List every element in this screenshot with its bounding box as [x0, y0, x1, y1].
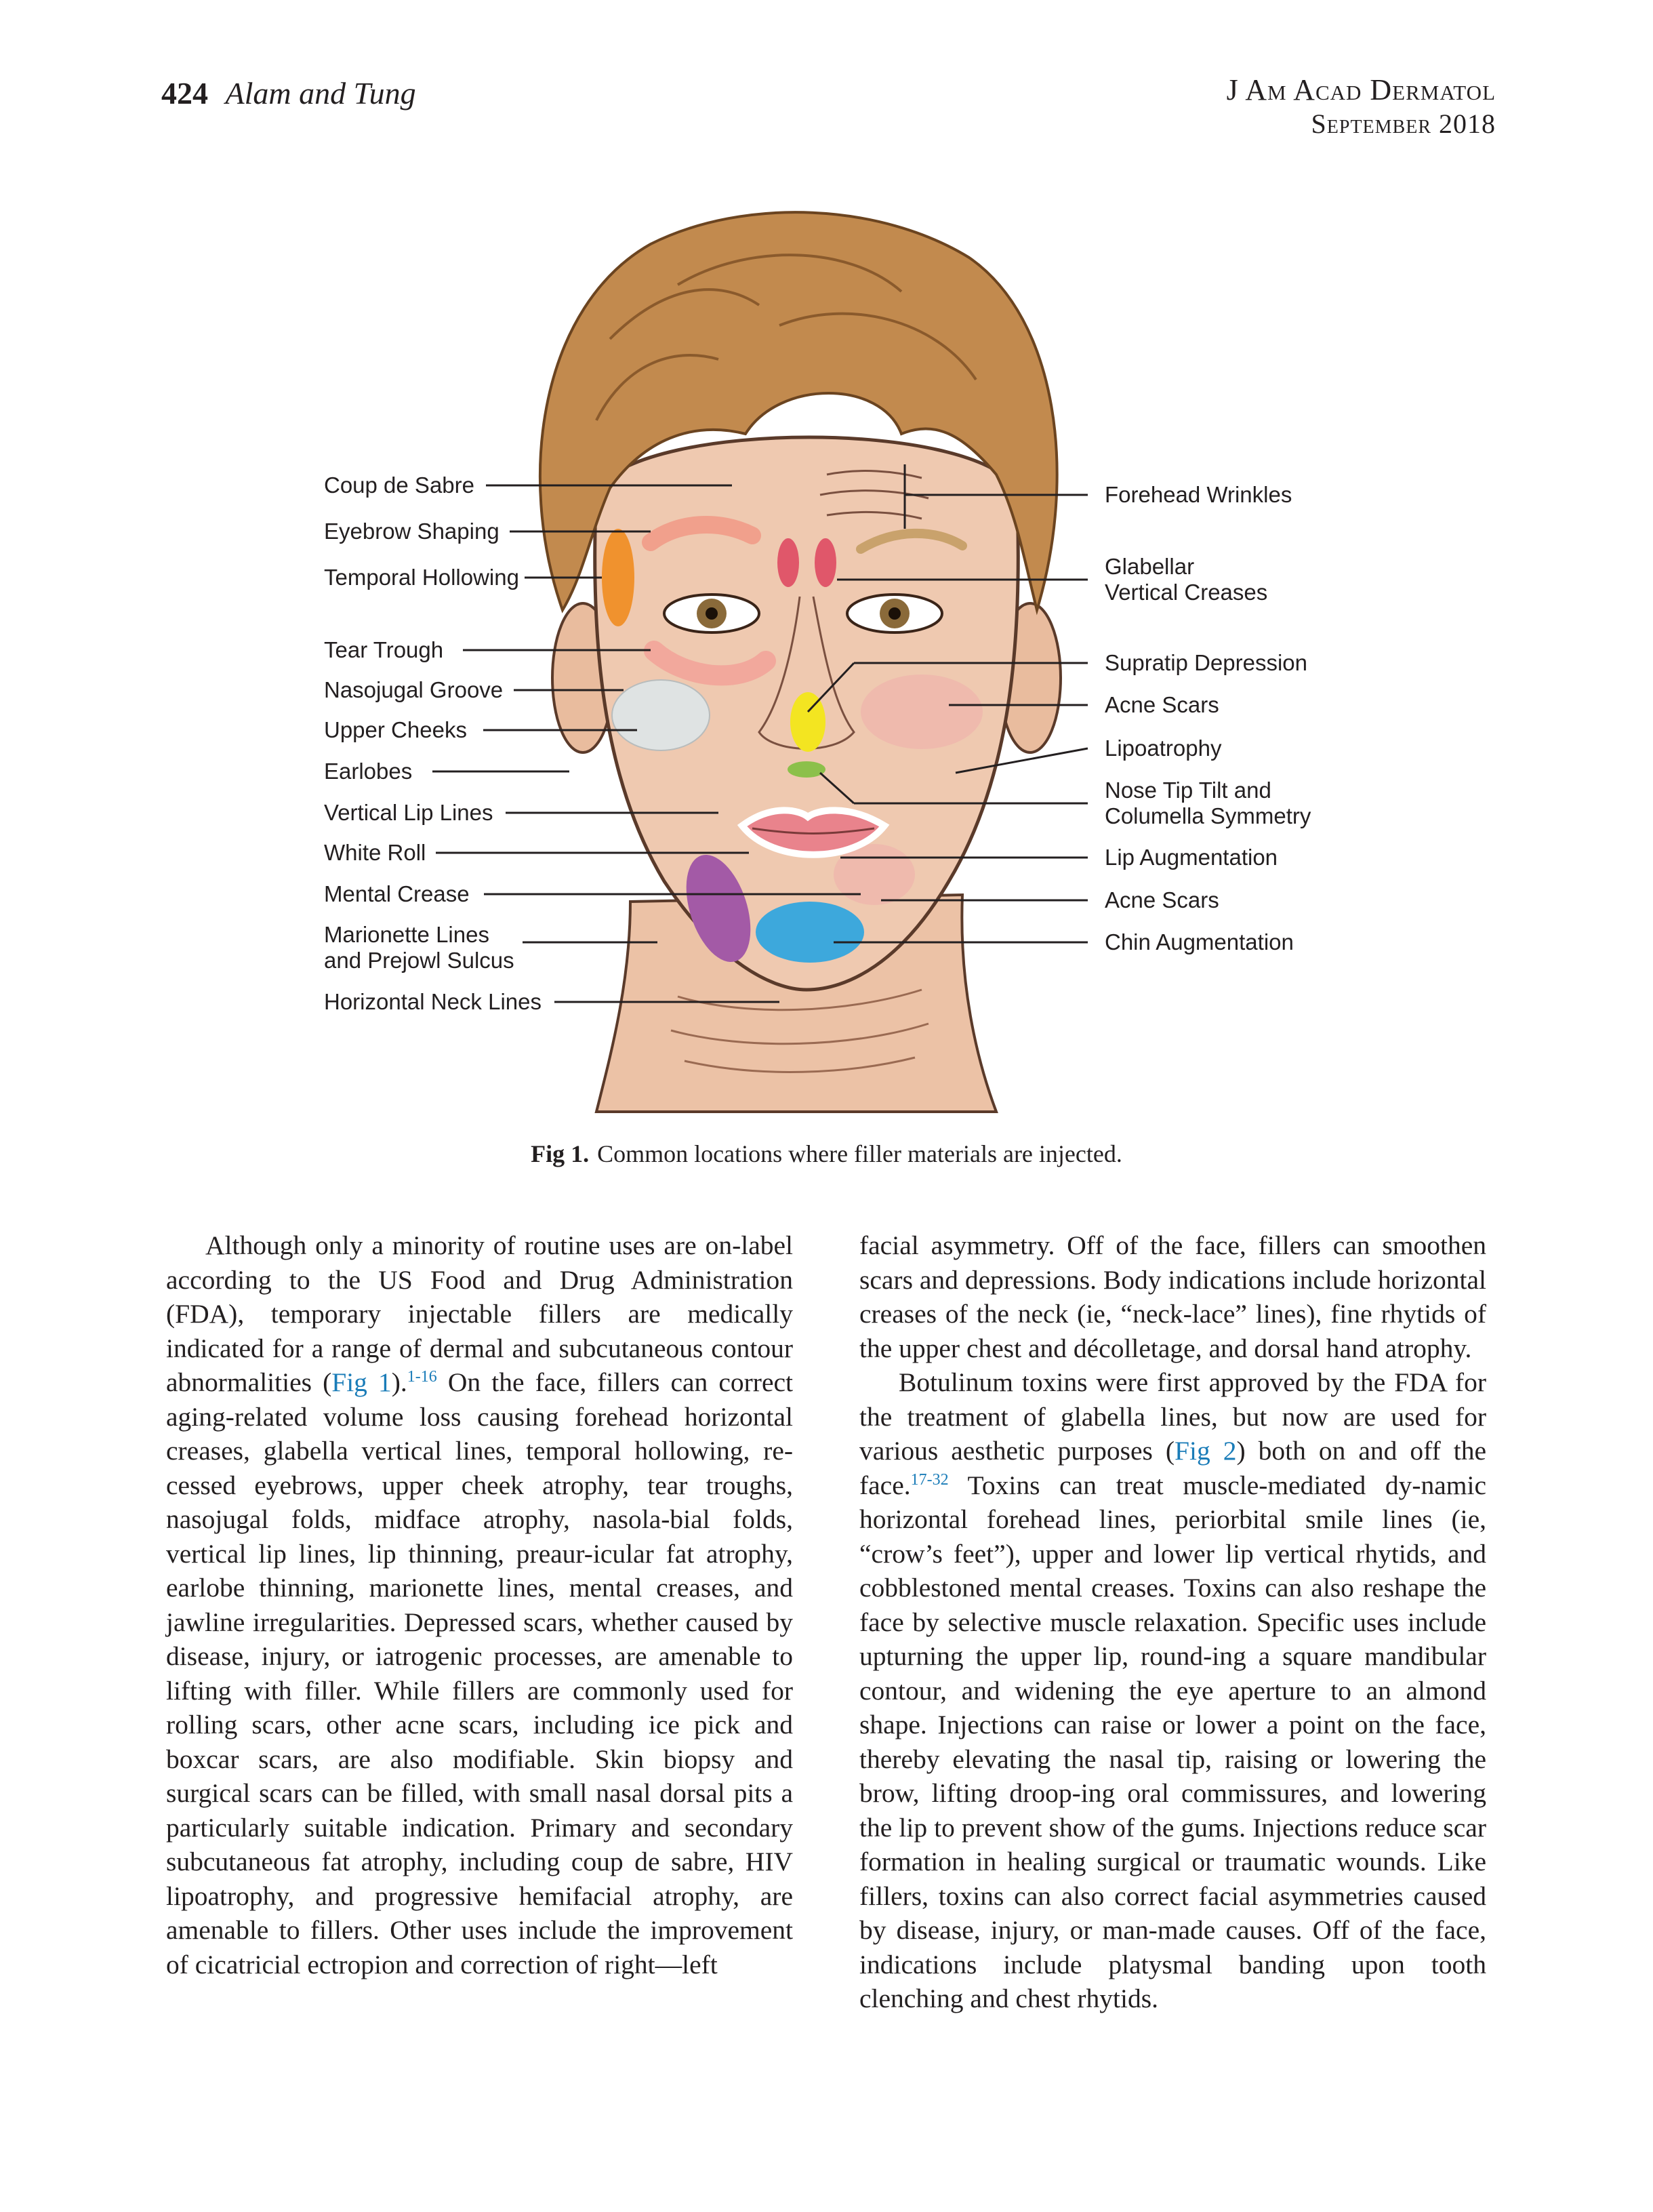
label-vertical-lip-lines: Vertical Lip Lines: [324, 800, 493, 825]
paragraph: [166, 1228, 793, 1982]
page-number: 424: [161, 76, 208, 110]
label-glabellar: Glabellar: [1105, 554, 1195, 579]
label-chin-augmentation: Chin Augmentation: [1105, 929, 1294, 954]
text-span: Although only a minority of routine uses are on-label according to the US Food and Drug Administration (FDA), temporary injectable fillers are medically indicated for a range of dermal and subcutaneous contour abnormalities (: [166, 1230, 793, 1397]
label-lipoatrophy: Lipoatrophy: [1105, 736, 1222, 761]
text-span: On the face, fillers can correct aging-related volume loss causing forehead horizontal creases, glabella vertical lines, temporal hollowing, re-cessed eyebrows, upper cheek atrophy, tear troughs, nasojugal folds, midface atrophy, nasola-bial folds, vertical lip lines, lip thinning, preaur-icular fat atrophy, earlobe thinning, marionette lines, mental creases, and jawline irregularities. Depressed scars, whether caused by disease, injury, or iatrogenic processes, are amenable to lifting with filler. While fillers are commonly used for rolling scars, other acne scars, including ice pick and boxcar scars, are also modifiable. Skin biopsy and surgical scars can be filled, with small nasal dorsal pits a particularly suitable indication. Primary and secondary subcutaneous fat atrophy, including coup de sabre, HIV lipoatrophy, and progressive hemifacial atrophy, are amenable to fillers. Other uses include the improvement of cicatricial ectropion and correction of right—left: [166, 1367, 793, 1979]
label-temporal-hollowing: Temporal Hollowing: [324, 565, 519, 590]
journal-name: J Am Acad Dermatol: [1226, 73, 1496, 106]
label-mental-crease: Mental Crease: [324, 881, 470, 906]
label-coup-de-sabre: Coup de Sabre: [324, 472, 474, 498]
running-authors: Alam and Tung: [225, 76, 416, 110]
label-white-roll: White Roll: [324, 840, 426, 865]
chin-marker: [756, 902, 864, 963]
citation-17-32[interactable]: 17-32: [910, 1470, 949, 1489]
text-span: ).: [391, 1367, 407, 1397]
label-prejowl-sulcus: and Prejowl Sulcus: [324, 948, 514, 973]
paragraph: facial asymmetry. Off of the face, fillers can smoothen scars and depressions. Body indications include horizontal creases of the neck (ie, “neck-lace” lines), fine rhytids of the upper chest and décolletage, and dorsal hand atrophy.: [859, 1230, 1486, 1363]
text-span: ) both on and off the face.: [859, 1436, 1487, 1500]
label-eyebrow-shaping: Eyebrow Shaping: [324, 519, 499, 544]
label-columella-symmetry: Columella Symmetry: [1105, 803, 1311, 828]
paragraph: [859, 1365, 1486, 2016]
glabellar-marker-right: [815, 538, 836, 587]
figure-1-link[interactable]: Fig 1: [331, 1367, 392, 1397]
text-span: Botulinum toxins were first approved by the FDA for the treatment of glabella lines, but now are used for various aesthetic purposes (: [859, 1367, 1486, 1466]
right-column: [859, 1228, 1486, 2016]
temporal-hollowing-marker: [602, 529, 634, 626]
label-tear-trough: Tear Trough: [324, 637, 444, 662]
caption-text: Common locations where filler materials are injected.: [597, 1140, 1122, 1167]
issue-date: September 2018: [1311, 108, 1496, 139]
citation-1-16[interactable]: 1-16: [407, 1368, 437, 1386]
label-horizontal-neck-lines: Horizontal Neck Lines: [324, 989, 542, 1014]
label-earlobes: Earlobes: [324, 759, 413, 784]
figure-2-link[interactable]: Fig 2: [1175, 1436, 1237, 1466]
caption-label: Fig 1.: [531, 1140, 590, 1167]
nose-tip-marker: [788, 761, 825, 778]
label-acne-scars-upper: Acne Scars: [1105, 692, 1219, 717]
text-span: Toxins can treat muscle-mediated dy-namic horizontal forehead lines, periorbital smile lines (ie, “crow’s feet”), upper and lower lip vertical rhytids, and cobblestoned mental creases. Toxins can also reshape the face by selective muscle relaxation. Specific uses include upturning the upper lip, round-ing a square mandibular contour, and widening the eye aperture to an almond shape. Injections can raise or lower a point on the face, thereby elevating the nasal tip, raising or lowering the brow, lifting droop-ing oral commissures, and lowering the lip to prevent show of the gums. Injections reduce scar formation in healing surgical or traumatic wounds. Like fillers, toxins can also correct facial asymmetries caused by disease, injury, or man-made causes. Off of the face, indications include platysmal banding upon tooth clenching and chest rhytids.: [859, 1470, 1486, 2013]
supratip-marker: [790, 692, 825, 752]
acne-scars-upper: [861, 675, 983, 749]
label-acne-scars-lower: Acne Scars: [1105, 887, 1219, 912]
label-vertical-creases: Vertical Creases: [1105, 580, 1268, 605]
label-marionette-lines: Marionette Lines: [324, 922, 489, 947]
label-upper-cheeks: Upper Cheeks: [324, 717, 467, 742]
left-column: [166, 1228, 793, 1982]
glabellar-marker-left: [777, 538, 799, 587]
label-nasojugal-groove: Nasojugal Groove: [324, 677, 504, 702]
figure-caption: [0, 1139, 1653, 1169]
label-supratip-depression: Supratip Depression: [1105, 650, 1307, 675]
label-lip-augmentation: Lip Augmentation: [1105, 845, 1278, 870]
label-nose-tip-tilt: Nose Tip Tilt and: [1105, 778, 1271, 803]
upper-cheek-marker: [612, 680, 710, 750]
label-forehead-wrinkles: Forehead Wrinkles: [1105, 482, 1292, 507]
